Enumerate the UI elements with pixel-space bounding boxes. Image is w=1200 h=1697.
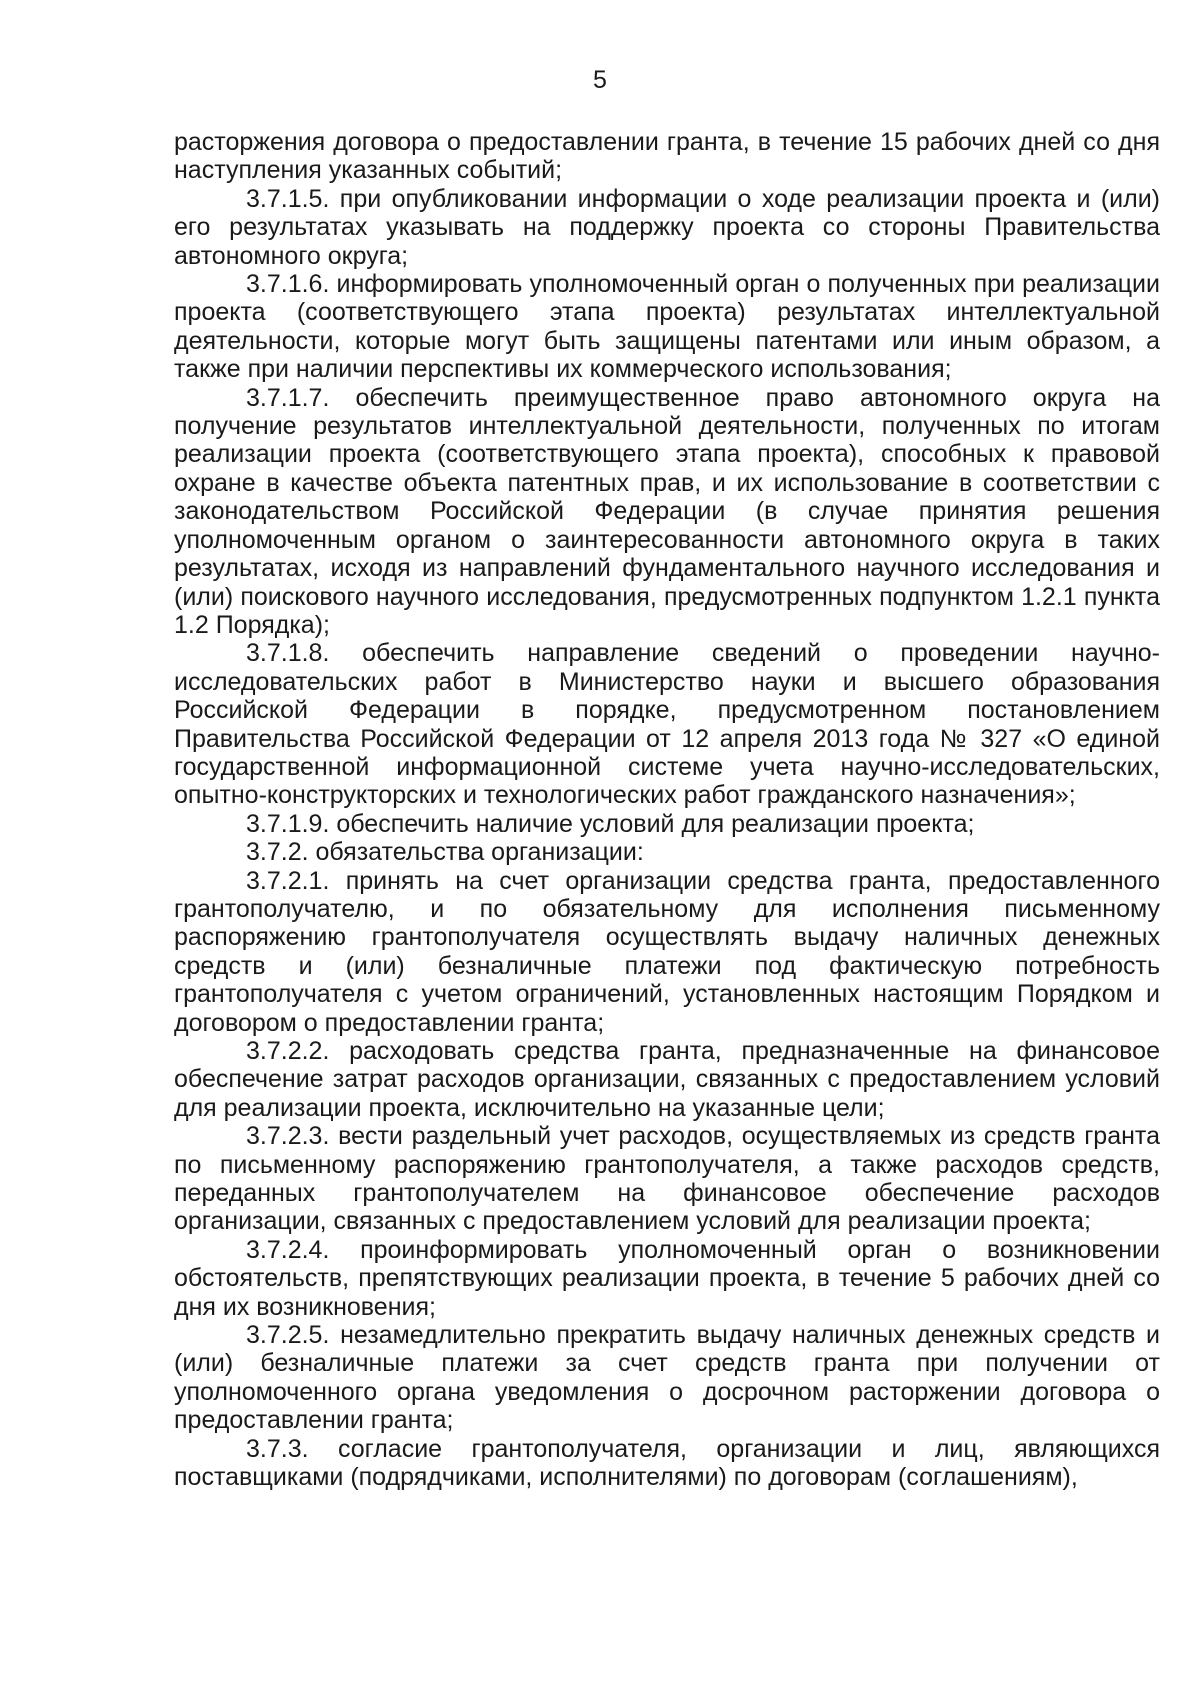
- paragraph-3-7-1-8: 3.7.1.8. обеспечить направление сведений о проведении научно-исследовательских работ в Министерство науки и высшего образования Российской Федерации в порядке, предусмотренном постановлением Правительства Российской Федерации от 12 апреля 2013 года № 327 «О единой государственной информационной системе учета научно-исследовательских, опытно-конструкторских и технологических работ гражданского назначения»;: [174, 639, 1160, 810]
- paragraph-3-7-2-3: 3.7.2.3. вести раздельный учет расходов, осуществляемых из средств гранта по письменному распоряжению грантополучателя, а также расходов средств, переданных грантополучателем на финансовое обеспечение расходов организации, связанных с предоставлением условий для реализации проекта;: [174, 1122, 1160, 1236]
- paragraph-3-7-1-6: 3.7.1.6. информировать уполномоченный орган о полученных при реализации проекта (соответствующего этапа проекта) результатах интеллектуальной деятельности, которые могут быть защищены патентами или иным образом, а также при наличии перспективы их коммерческого использования;: [174, 270, 1160, 384]
- paragraph-3-7-2: 3.7.2. обязательства организации:: [246, 838, 644, 867]
- paragraph-3-7-1-5: 3.7.1.5. при опубликовании информации о ходе реализации проекта и (или) его результатах указывать на поддержку проекта со стороны Правительства автономного округа;: [174, 184, 1160, 270]
- paragraph-3-7-2-5: 3.7.2.5. незамедлительно прекратить выдачу наличных денежных средств и (или) безналичные платежи за счет средств гранта при получении от уполномоченного органа уведомления о досрочном расторжении договора о предоставлении гранта;: [174, 1321, 1160, 1435]
- paragraph-3-7-2-1: 3.7.2.1. принять на счет организации средства гранта, предоставленного грантополучателю, и по обязательному для исполнения письменному распоряжению грантополучателя осуществлять выдачу наличных денежных средств и (или) безналичные платежи под фактическую потребность грантополучателя с учетом ограничений, установленных настоящим Порядком и договором о предоставлении гранта;: [174, 866, 1160, 1037]
- document-body: [174, 128, 1160, 1492]
- paragraph-3-7-2-4: 3.7.2.4. проинформировать уполномоченный орган о возникновении обстоятельств, препятствующих реализации проекта, в течение 5 рабочих дней со дня их возникновения;: [174, 1235, 1160, 1321]
- paragraph-3-7-1-7: 3.7.1.7. обеспечить преимущественное право автономного округа на получение результатов интеллектуальной деятельности, полученных по итогам реализации проекта (соответствующего этапа проекта), способных к правовой охране в качестве объекта патентных прав, и их использование в соответствии с законодательством Российской Федерации (в случае принятия решения уполномоченным органом о заинтересованности автономного округа в таких результатах, исходя из направлений фундаментального научного исследования и (или) поискового научного исследования, предусмотренных подпунктом 1.2.1 пункта 1.2 Порядка);: [174, 383, 1160, 639]
- paragraph-continuation: расторжения договора о предоставлении гранта, в течение 15 рабочих дней со дня наступления указанных событий;: [174, 128, 1160, 185]
- page-number: 5: [593, 66, 607, 94]
- paragraph-3-7-3: 3.7.3. согласие грантополучателя, организации и лиц, являющихся поставщиками (подрядчиками, исполнителями) по договорам (соглашениям),: [174, 1434, 1160, 1492]
- paragraph-3-7-1-9: 3.7.1.9. обеспечить наличие условий для реализации проекта;: [246, 809, 975, 838]
- paragraph-3-7-2-2: 3.7.2.2. расходовать средства гранта, предназначенные на финансовое обеспечение затрат расходов организации, связанных с предоставлением условий для реализации проекта, исключительно на указанные цели;: [174, 1037, 1160, 1122]
